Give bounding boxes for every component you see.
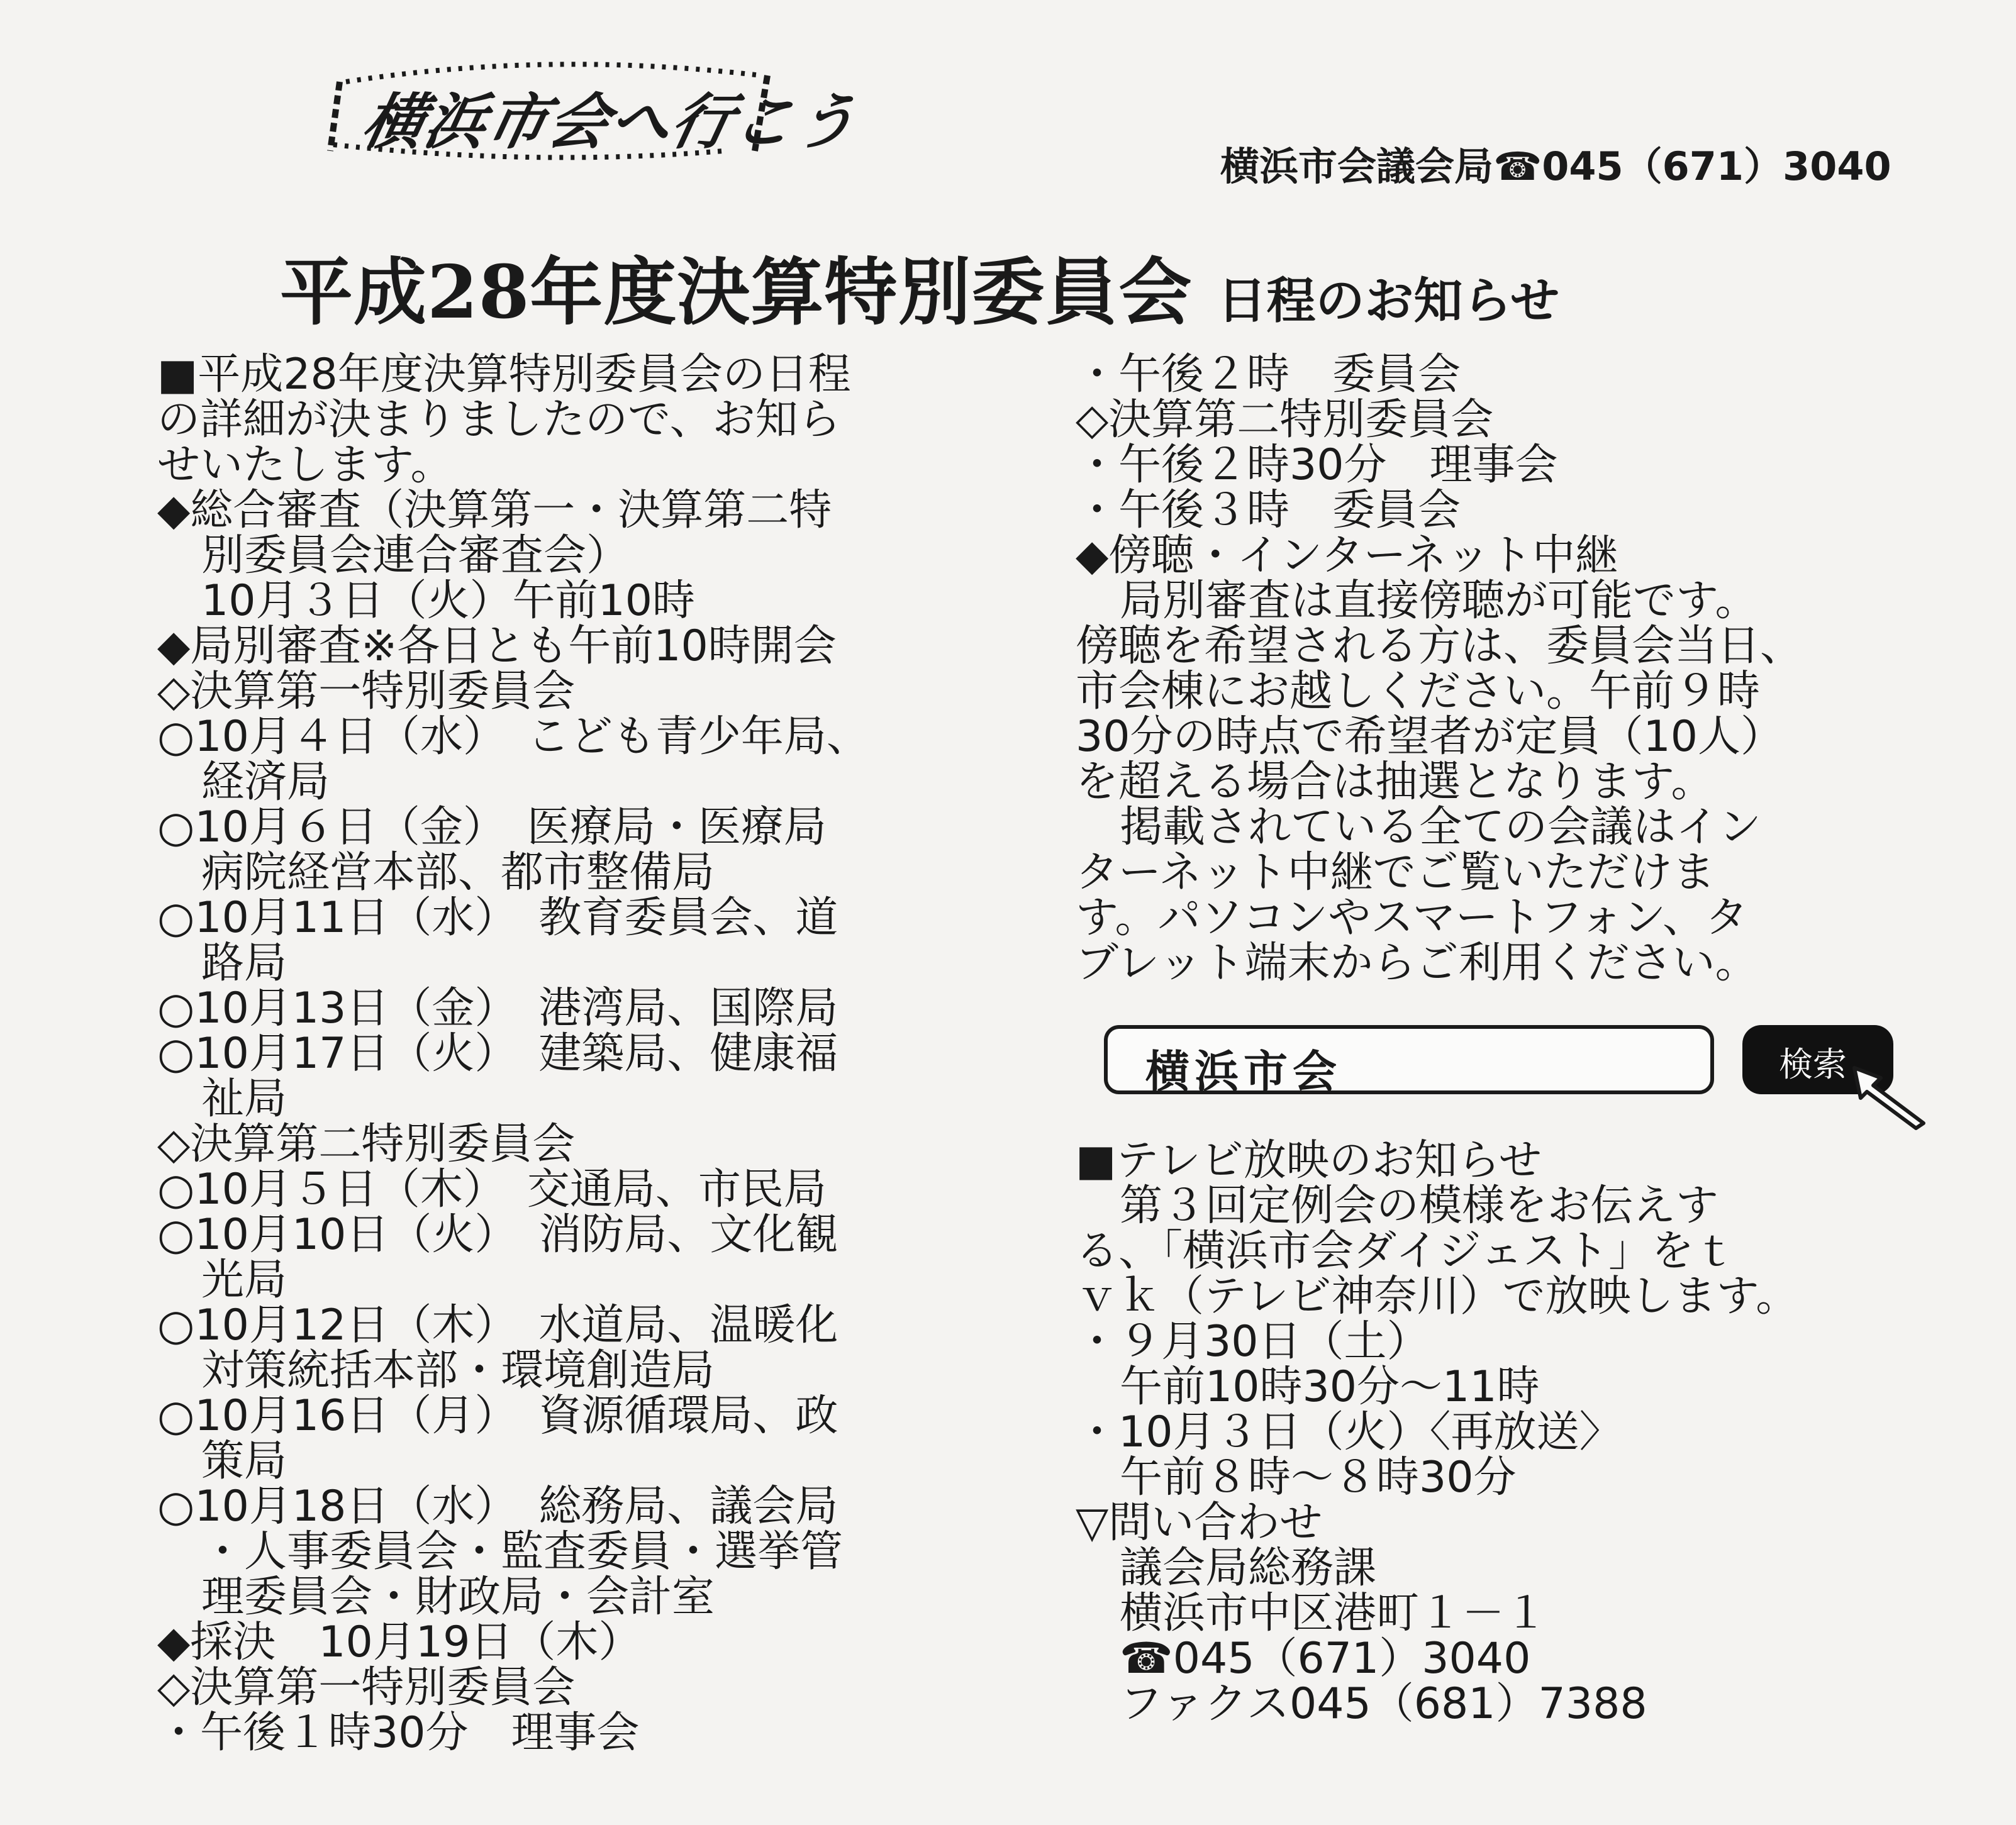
text-line: 掲載されている全ての会議はイン bbox=[1120, 802, 1762, 852]
text-line: 議会局総務課 bbox=[1120, 1543, 1377, 1593]
page-title bbox=[280, 234, 1559, 339]
text-line: ◇決算第一特別委員会 bbox=[157, 1663, 576, 1712]
text-line: ブレット端末からご利用ください。 bbox=[1076, 938, 1758, 988]
text-line: ・午後３時 委員会 bbox=[1076, 485, 1461, 535]
text-line: ◆採決 10月19日（木） bbox=[157, 1617, 642, 1667]
text-line: 30分の時点で希望者が定員（10人） bbox=[1076, 712, 1784, 762]
text-line: ■テレビ放映のお知らせ bbox=[1076, 1136, 1542, 1185]
right-column-top bbox=[1076, 352, 1944, 986]
search-input[interactable] bbox=[1104, 1025, 1714, 1097]
text-line: 路局 bbox=[201, 938, 287, 988]
text-line: ◇決算第一特別委員会 bbox=[157, 667, 576, 716]
title-main: 平成28年度決算特別委員会 bbox=[280, 250, 1193, 335]
right-column-bottom bbox=[1076, 1138, 1944, 1727]
text-line: ・午後２時 委員会 bbox=[1076, 350, 1461, 399]
text-line: 10月３日（火）午前10時 bbox=[201, 576, 696, 626]
text-line: ◇決算第二特別委員会 bbox=[1076, 395, 1494, 445]
text-line: ○10月13日（金） 港湾局、国際局 bbox=[157, 984, 838, 1033]
text-line: せいたします。 bbox=[157, 440, 454, 490]
text-line: ○10月16日（月） 資源循環局、政 bbox=[157, 1391, 838, 1441]
text-line: ｖｋ（テレビ神奈川）で放映します。 bbox=[1076, 1272, 1799, 1321]
pointer-cursor-icon bbox=[1849, 1063, 1931, 1132]
text-line: 別委員会連合審査会） bbox=[201, 531, 630, 580]
search-query: 横浜市会 bbox=[1145, 1046, 1342, 1097]
left-column bbox=[157, 352, 1025, 1756]
text-line: 市会棟にお越しください。午前９時 bbox=[1076, 667, 1761, 716]
text-line: ○10月17日（火） 建築局、健康福 bbox=[157, 1029, 838, 1079]
text-line: ○10月11日（水） 教育委員会、道 bbox=[157, 893, 838, 943]
text-line: ・人事委員会・監査委員・選挙管 bbox=[201, 1527, 844, 1577]
text-line: 策局 bbox=[201, 1436, 287, 1486]
text-line: 光局 bbox=[201, 1255, 287, 1305]
text-line: ・午後２時30分 理事会 bbox=[1076, 440, 1558, 490]
logo-text: 横浜市会へ行こう bbox=[356, 87, 865, 157]
text-line: 病院経営本部、都市整備局 bbox=[201, 848, 715, 897]
text-line: ◇決算第二特別委員会 bbox=[157, 1119, 576, 1169]
text-line: ・午後１時30分 理事会 bbox=[157, 1708, 640, 1758]
text-line: ■平成28年度決算特別委員会の日程 bbox=[157, 350, 851, 399]
text-line: ・10月３日（火）〈再放送〉 bbox=[1076, 1407, 1622, 1457]
text-line: 傍聴を希望される方は、委員会当日、 bbox=[1076, 621, 1803, 671]
text-line: ファクス045（681）7388 bbox=[1120, 1679, 1647, 1729]
text-line: ○10月10日（火） 消防局、文化観 bbox=[157, 1210, 838, 1260]
text-line: ○10月６日（金） 医療局・医療局 bbox=[157, 802, 827, 852]
text-line: 経済局 bbox=[201, 757, 330, 807]
text-line: ☎045（671）3040 bbox=[1120, 1634, 1531, 1684]
text-line: ○10月18日（水） 総務局、議会局 bbox=[157, 1482, 838, 1531]
text-line: ◆傍聴・インターネット中継 bbox=[1076, 531, 1618, 580]
text-line: の詳細が決まりましたので、お知ら bbox=[157, 395, 841, 445]
header-contact: 横浜市会議会局☎045（671）3040 bbox=[1220, 143, 1891, 189]
text-line: 第３回定例会の模様をお伝えす bbox=[1120, 1181, 1719, 1231]
search-button-label: 検索 bbox=[1779, 1045, 1847, 1084]
text-line: 横浜市中区港町１－１ bbox=[1120, 1589, 1548, 1638]
text-line: 午前８時～８時30分 bbox=[1120, 1453, 1517, 1502]
text-line: す。パソコンやスマートフォン、タ bbox=[1076, 893, 1748, 943]
text-line: 局別審査は直接傍聴が可能です。 bbox=[1120, 576, 1758, 626]
text-line: ○10月４日（水） こども青少年局、 bbox=[157, 712, 869, 762]
text-line: ◆総合審査（決算第一・決算第二特 bbox=[157, 485, 832, 535]
text-line: 対策統括本部・環境創造局 bbox=[201, 1346, 715, 1395]
text-line: ターネット中継でご覧いただけま bbox=[1076, 848, 1715, 897]
text-line: ▽問い合わせ bbox=[1076, 1498, 1323, 1548]
title-sub: 日程のお知らせ bbox=[1217, 273, 1560, 330]
text-line: 理委員会・財政局・会計室 bbox=[201, 1572, 715, 1622]
text-line: る、「横浜市会ダイジェスト」をｔ bbox=[1076, 1226, 1737, 1276]
text-line: 午前10時30分～11時 bbox=[1120, 1362, 1540, 1412]
text-line: ◆局別審査※各日とも午前10時開会 bbox=[157, 621, 837, 671]
logo bbox=[321, 57, 865, 164]
text-line: 祉局 bbox=[201, 1074, 287, 1124]
text-line: を超える場合は抽選となります。 bbox=[1076, 757, 1714, 807]
text-line: ○10月12日（木） 水道局、温暖化 bbox=[157, 1301, 838, 1350]
text-line: ○10月５日（木） 交通局、市民局 bbox=[157, 1165, 827, 1214]
text-line: ・９月30日（土） bbox=[1076, 1317, 1430, 1367]
